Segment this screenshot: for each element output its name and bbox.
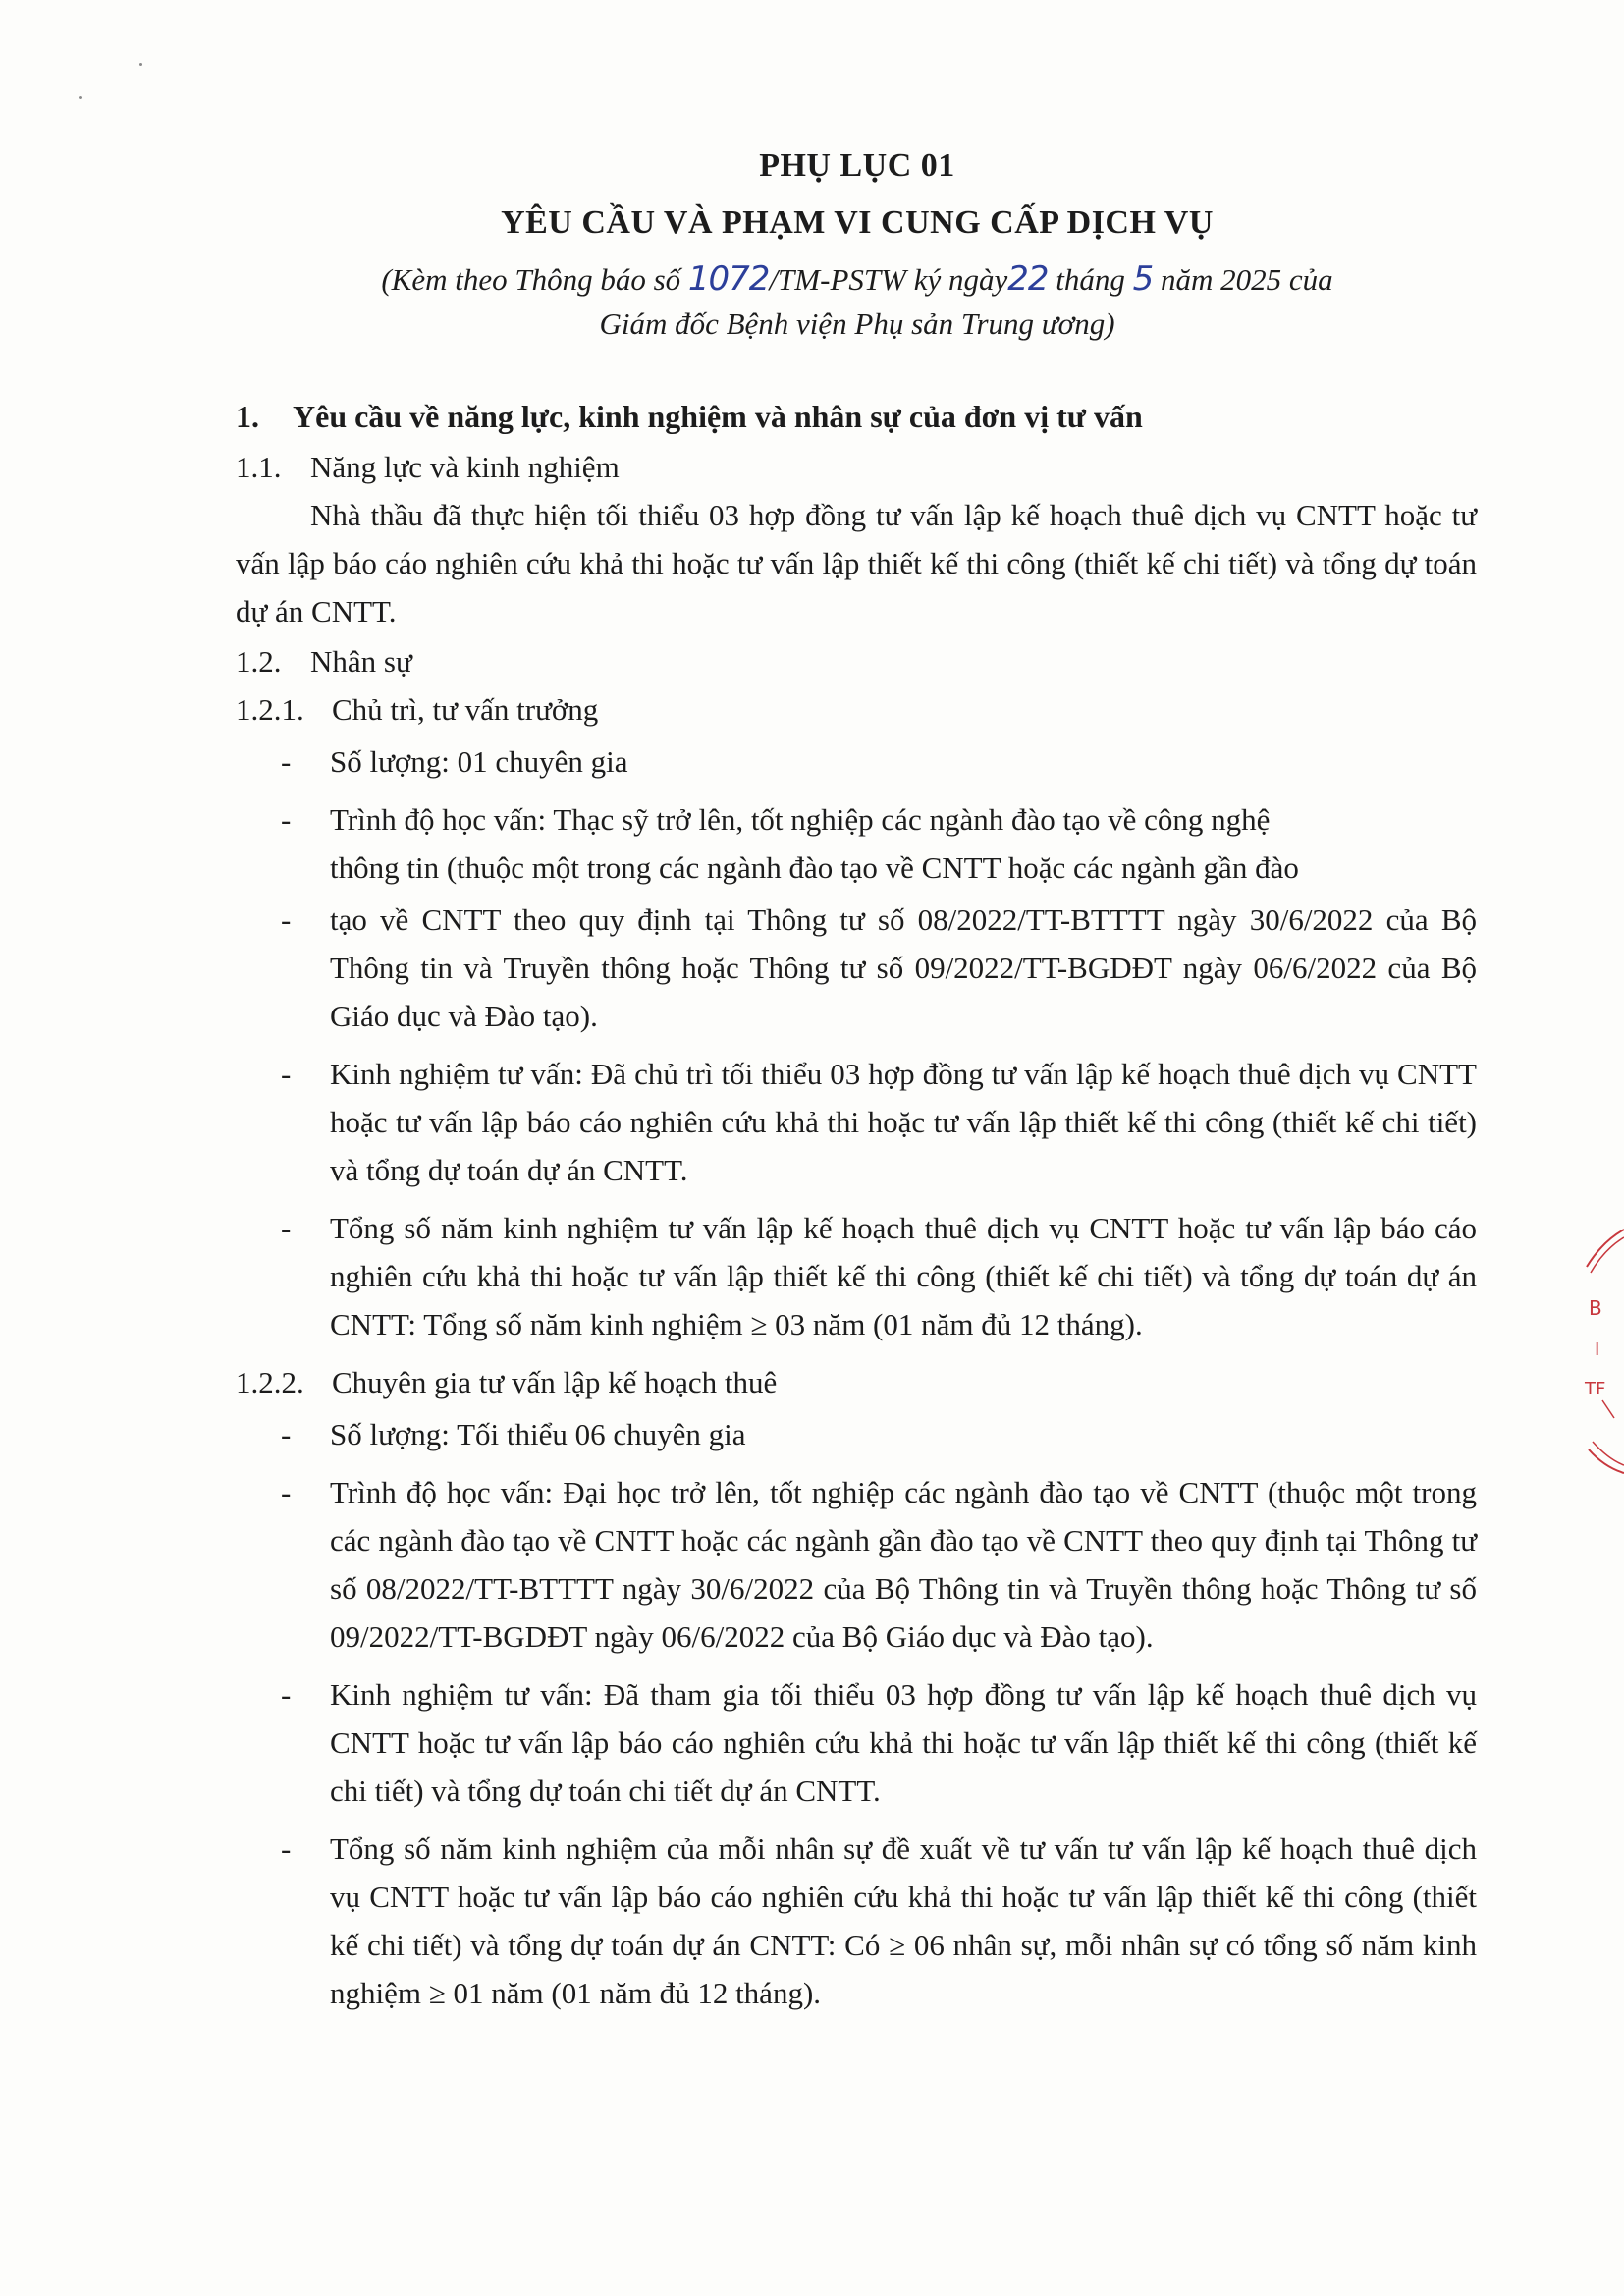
- list-item: - Số lượng: 01 chuyên gia: [281, 744, 628, 779]
- subsection-heading-1-2-1: 1.2.1. Chủ trì, tư vấn trưởng: [236, 692, 599, 727]
- attachment-note-line1: (Kèm theo Thông báo số 1072/TM-PSTW ký ngày22 tháng 5 năm 2025 của: [381, 259, 1333, 299]
- scan-speck: [139, 63, 142, 66]
- document-body: [236, 393, 1477, 2027]
- handwritten-day: 22: [1007, 259, 1049, 299]
- red-seal-stamp-edge: B I TF: [1575, 1208, 1624, 1483]
- appendix-title: PHỤ LỤC 01: [759, 147, 955, 184]
- list-item: - Kinh nghiệm tư vấn: Đã tham gia tối thiểu 03 hợp đồng tư vấn lập kế hoạch thuê dịch vụ CNTT hoặc tư vấn lập báo cáo nghiên cứu khả thi hoặc tư vấn lập thiết kế thi công (thiết kế chi tiết) và tổng dự toán chi tiết dự án CNTT.: [281, 1677, 1477, 1808]
- list-item: - Kinh nghiệm tư vấn: Đã chủ trì tối thiểu 03 hợp đồng tư vấn lập kế hoạch thuê dịch vụ CNTT hoặc tư vấn lập báo cáo nghiên cứu khả thi hoặc tư vấn lập thiết kế thi công (thiết kế chi tiết) và tổng dự toán dự án CNTT.: [281, 1057, 1477, 1187]
- handwritten-month: 5: [1132, 259, 1154, 299]
- list-item: - Tổng số năm kinh nghiệm của mỗi nhân sự đề xuất về tư vấn tư vấn lập kế hoạch thuê dịch vụ CNTT hoặc tư vấn lập báo cáo nghiên cứu khả thi hoặc tư vấn lập thiết kế thi công (thiết kế chi tiết) và tổng dự toán dự án CNTT: Có ≥ 06 nhân sự, mỗi nhân sự có tổng số năm kinh nghiệm ≥ 01 năm (01 năm đủ 12 tháng).: [281, 1831, 1477, 2010]
- subsection-heading-1-2-2: 1.2.2. Chuyên gia tư vấn lập kế hoạch thuê: [236, 1365, 778, 1399]
- subsection-heading-1-1: 1.1. Năng lực và kinh nghiệm: [236, 450, 620, 484]
- list-item: - Số lượng: Tối thiểu 06 chuyên gia: [281, 1417, 746, 1451]
- scan-speck: [79, 96, 82, 99]
- list-item: - Trình độ học vấn: Đại học trở lên, tốt nghiệp các ngành đào tạo về CNTT (thuộc một trong các ngành đào tạo về CNTT hoặc các ngành gần đào tạo về CNTT theo quy định tại Thông tư số 08/2022/TT-BTTTT ngày 30/6/2022 của Bộ Thông tin và Truyền thông hoặc Thông tư số 09/2022/TT-BGDĐT ngày 06/6/2022 của Bộ Giáo dục và Đào tạo).: [281, 1475, 1477, 1654]
- section-heading: 1. Yêu cầu về năng lực, kinh nghiệm và nhân sự của đơn vị tư vấn: [236, 399, 1143, 434]
- attachment-note-line2: Giám đốc Bệnh viện Phụ sản Trung ương): [599, 306, 1115, 341]
- handwritten-notice-number: 1072: [687, 259, 770, 299]
- list-item: - tạo về CNTT theo quy định tại Thông tư số 08/2022/TT-BTTTT ngày 30/6/2022 của Bộ Thông tin và Truyền thông hoặc Thông tư số 09/2022/TT-BGDĐT ngày 06/6/2022 của Bộ Giáo dục và Đào tạo).: [281, 902, 1477, 1033]
- list-item: - Trình độ học vấn: Thạc sỹ trở lên, tốt nghiệp các ngành đào tạo về công nghệ thông tin (thuộc một trong các ngành đào tạo về CNTT hoặc các ngành gần đào: [281, 802, 1299, 885]
- list-item: - Tổng số năm kinh nghiệm tư vấn lập kế hoạch thuê dịch vụ CNTT hoặc tư vấn lập báo cáo nghiên cứu khả thi hoặc tư vấn lập thiết kế thi công (thiết kế chi tiết) và tổng dự toán dự án CNTT: Tổng số năm kinh nghiệm ≥ 03 năm (01 năm đủ 12 tháng).: [281, 1211, 1477, 1341]
- capability-paragraph: Nhà thầu đã thực hiện tối thiểu 03 hợp đồng tư vấn lập kế hoạch thuê dịch vụ CNTT hoặc tư vấn lập báo cáo nghiên cứu khả thi hoặc tư vấn lập thiết kế thi công (thiết kế chi tiết) và tổng dự toán dự án CNTT.: [236, 498, 1477, 629]
- subsection-heading-1-2: 1.2. Nhân sự: [236, 644, 412, 679]
- appendix-subtitle: YÊU CẦU VÀ PHẠM VI CUNG CẤP DỊCH VỤ: [501, 204, 1214, 241]
